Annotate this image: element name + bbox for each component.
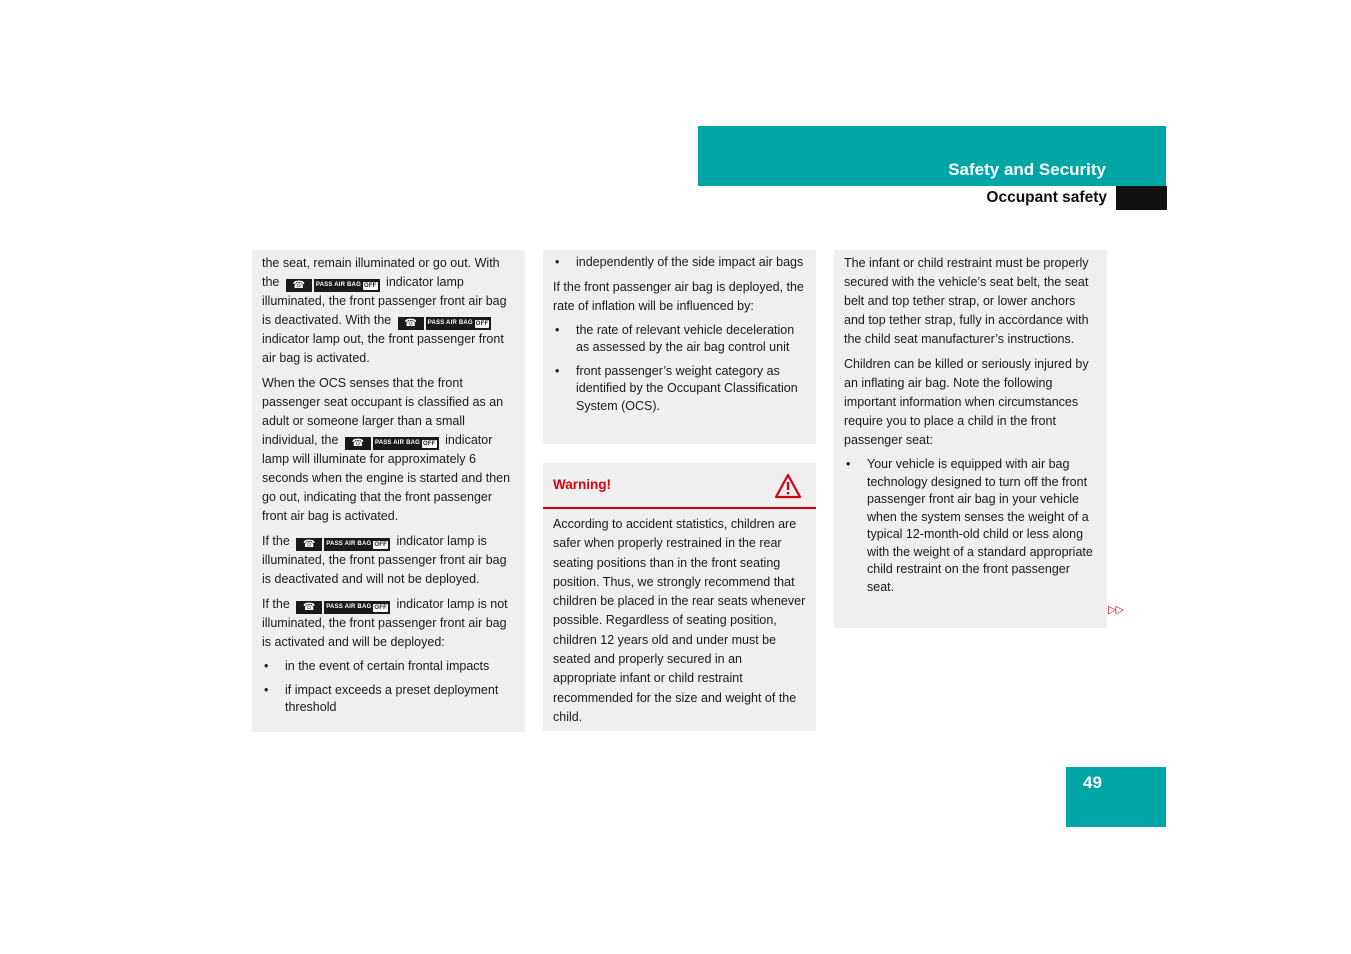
warning-triangle-icon bbox=[774, 473, 802, 499]
continued-arrow-icon: ▷▷ bbox=[1108, 604, 1123, 616]
page-number: 49 bbox=[1083, 773, 1102, 792]
list-item: • independently of the side impact air bags bbox=[553, 254, 806, 272]
section-title: Safety and Security bbox=[948, 160, 1106, 179]
passenger-seat-airbag-icon: ☎ bbox=[345, 437, 371, 450]
page-number-box bbox=[1066, 767, 1166, 827]
paragraph-inflation-rate: If the front passenger air bag is deployed, the rate of inflation will be influenced by: bbox=[553, 279, 804, 313]
warning-title: Warning! bbox=[553, 477, 611, 492]
warning-body: According to accident statistics, children are safer when properly restrained in the rear seating positions than in the front seating position. Thus, we strongly recommend that children be placed in the rear seats whenever possible. Regardless of seating position, children 12 years old and under must be seated and properly secured in an appropriate infant or child restraint recommended for the size and weight of the child. bbox=[553, 517, 806, 724]
text-column-2 bbox=[543, 250, 816, 444]
passenger-seat-airbag-icon: ☎ bbox=[296, 538, 322, 551]
list-item: • if impact exceeds a preset deployment threshold bbox=[262, 682, 515, 717]
pass-airbag-off-indicator: ☎ PASS AIR BAG OFF bbox=[296, 538, 390, 551]
section-tab-marker bbox=[1116, 186, 1167, 210]
passenger-seat-airbag-icon: ☎ bbox=[398, 317, 424, 330]
passenger-seat-airbag-icon: ☎ bbox=[286, 279, 312, 292]
inflation-factors-list bbox=[553, 322, 806, 416]
list-item: • Your vehicle is equipped with air bag technology designed to turn off the front passenger front air bag in your vehicle when the system senses the weight of a typical 12-month-old child or less along with the weight of a standard appropriate child restraint on the front passenger seat. bbox=[844, 456, 1097, 596]
paragraph-lamp-illuminated: If the ☎ PASS AIR BAG OFF indicator lamp is illuminated, the front passenger front air bag is deactivated and will not be deployed. bbox=[262, 534, 507, 586]
paragraph-indicator-status: the seat, remain illuminated or go out. With the ☎ PASS AIR BAG OFF indicator lamp illuminated, the front passenger front air bag is deactivated. With the ☎ PASS AIR BAG OFF indicator lamp out, the front passenger front air bag is activated. bbox=[262, 256, 507, 365]
pass-airbag-off-indicator: ☎ PASS AIR BAG OFF bbox=[398, 317, 492, 330]
text-column-1 bbox=[252, 250, 525, 732]
text-column-3 bbox=[834, 250, 1107, 628]
paragraph-ocs-adult: When the OCS senses that the front passenger seat occupant is classified as an adult or someone larger than a small individual, the ☎ PASS AIR BAG OFF indicator lamp will illuminate for approximately 6 seconds when the engine is started and then go out, indicating that the front passenger front air bag is activated. bbox=[262, 376, 511, 523]
warning-header bbox=[543, 463, 816, 509]
subsection-title: Occupant safety bbox=[986, 189, 1107, 206]
child-safety-list bbox=[844, 456, 1097, 596]
section-header-band bbox=[698, 126, 1166, 186]
passenger-seat-airbag-icon: ☎ bbox=[296, 601, 322, 614]
list-item: • the rate of relevant vehicle deceleration as assessed by the air bag control unit bbox=[553, 322, 806, 357]
pass-airbag-off-indicator: ☎ PASS AIR BAG OFF bbox=[296, 601, 390, 614]
warning-box bbox=[543, 463, 816, 731]
pass-airbag-off-indicator: ☎ PASS AIR BAG OFF bbox=[286, 279, 380, 292]
paragraph-child-restraint: The infant or child restraint must be properly secured with the vehicle’s seat belt, the seat belt and top tether strap, or lower anchors and top tether strap, fully in accordance with the child seat manufacturer’s instructions. bbox=[844, 256, 1089, 346]
list-item: • front passenger’s weight category as identified by the Occupant Classification System (OCS). bbox=[553, 363, 806, 416]
deployment-conditions-list-cont bbox=[553, 254, 806, 272]
paragraph-child-danger: Children can be killed or seriously injured by an inflating air bag. Note the following important information when circumstances require you to place a child in the front passenger seat: bbox=[844, 357, 1089, 447]
paragraph-lamp-not-illuminated: If the ☎ PASS AIR BAG OFF indicator lamp is not illuminated, the front passenger front air bag is activated and will be deployed: bbox=[262, 597, 508, 649]
list-item: • in the event of certain frontal impacts bbox=[262, 658, 515, 676]
pass-airbag-off-indicator: ☎ PASS AIR BAG OFF bbox=[345, 437, 439, 450]
deployment-conditions-list bbox=[262, 658, 515, 717]
